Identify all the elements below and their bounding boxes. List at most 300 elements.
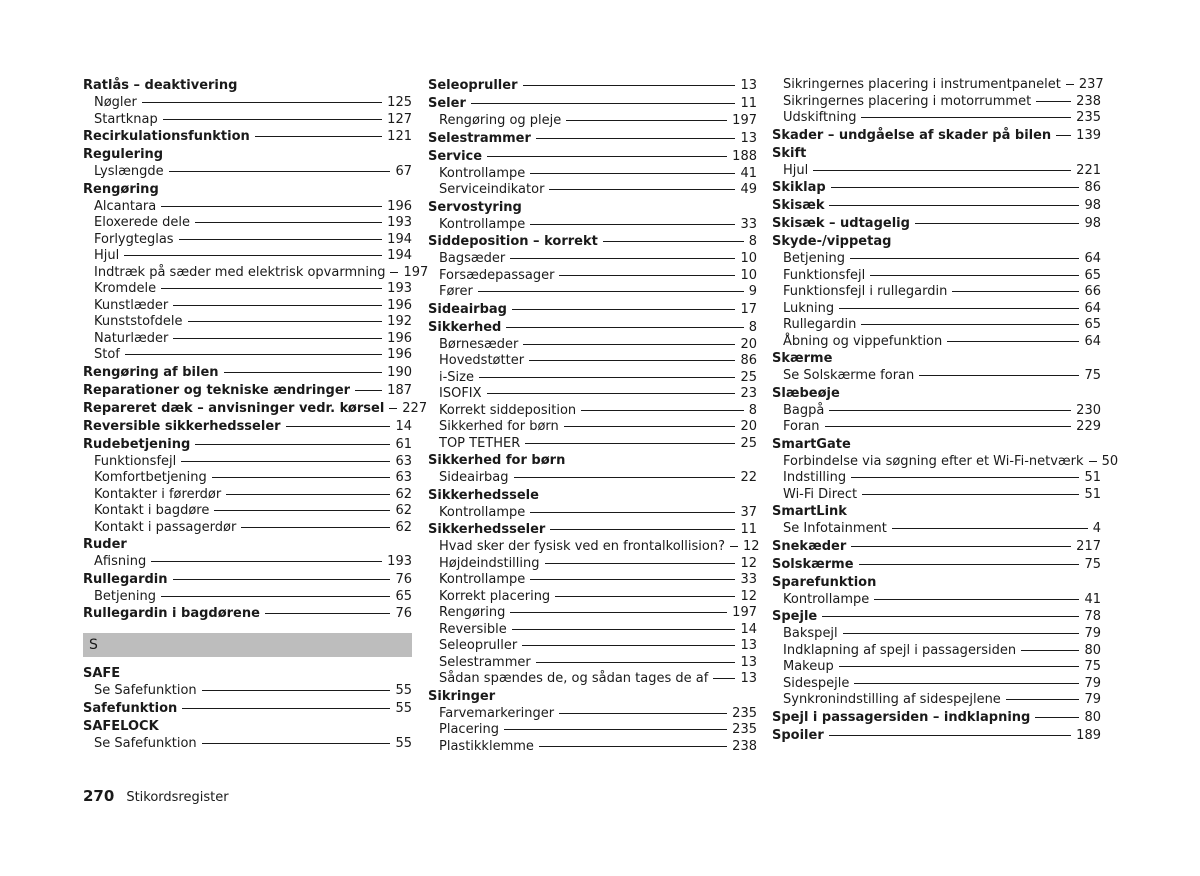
leader-line <box>125 354 382 355</box>
index-subentry <box>83 112 412 129</box>
entry-label: i-Size <box>439 369 474 385</box>
index-subentry <box>772 94 1101 111</box>
index-entry <box>772 727 1101 745</box>
index-subentry <box>428 403 757 420</box>
leader-line <box>471 103 736 104</box>
index-entry <box>428 233 757 251</box>
page-ref: 230 <box>1076 402 1101 418</box>
page-ref: 64 <box>1084 251 1101 266</box>
entry-label: Korrekt placering <box>439 588 551 604</box>
index-entry <box>772 127 1101 145</box>
entry-label: Reversible sikkerhedsseler <box>83 418 281 434</box>
page-ref: 189 <box>1076 727 1101 743</box>
page-ref: 23 <box>740 386 757 401</box>
entry-label: Hovedstøtter <box>439 353 525 368</box>
entry-label: Hjul <box>783 162 809 178</box>
index-subentry <box>772 626 1101 643</box>
index-subentry <box>428 436 757 453</box>
index-entry <box>83 605 412 623</box>
index-subentry <box>428 386 757 403</box>
leader-line <box>522 645 735 646</box>
leader-line <box>389 408 397 409</box>
page-footer <box>83 787 229 805</box>
index-subentry <box>83 314 412 331</box>
leader-line <box>861 117 1071 118</box>
entry-label: Kontakt i passagerdør <box>94 519 237 535</box>
index-entry <box>772 538 1101 556</box>
index-subentry <box>83 503 412 520</box>
leader-line <box>241 527 390 528</box>
entry-label: Betjening <box>94 588 156 604</box>
entry-label: Bagpå <box>783 402 825 418</box>
leader-line <box>861 324 1079 325</box>
page-ref: 86 <box>740 353 757 368</box>
leader-line <box>525 443 735 444</box>
page-ref: 14 <box>740 621 757 637</box>
entry-label: Funktionsfejl <box>783 267 866 283</box>
index-subentry <box>83 454 412 471</box>
page-ref: 62 <box>395 503 412 518</box>
page-ref: 50 <box>1101 453 1119 469</box>
index-subentry <box>772 77 1104 94</box>
page-ref: 79 <box>1084 692 1101 707</box>
entry-label: Skisæk <box>772 198 825 213</box>
index-subentry <box>83 347 412 364</box>
leader-line <box>487 156 727 157</box>
entry-label: Indtræk på sæder med elektrisk opvarmning <box>94 264 386 280</box>
leader-line <box>512 309 735 310</box>
index-entry <box>772 608 1101 626</box>
page-ref: 229 <box>1076 419 1101 434</box>
page-ref: 238 <box>1076 93 1101 109</box>
index-subentry <box>428 671 757 688</box>
page-ref: 55 <box>395 735 412 751</box>
index-subentry <box>772 453 1119 471</box>
page-ref: 14 <box>395 418 412 434</box>
leader-line <box>839 308 1079 309</box>
page-ref: 37 <box>740 504 757 520</box>
leader-line <box>850 258 1079 259</box>
page-ref: 66 <box>1084 284 1101 299</box>
index-subentry <box>83 589 412 606</box>
leader-line <box>286 426 391 427</box>
index-subentry <box>428 370 757 387</box>
index-subentry <box>428 722 757 739</box>
index-entry <box>772 215 1101 233</box>
index-subentry <box>772 251 1101 268</box>
index-subentry <box>428 622 757 639</box>
page-ref: 238 <box>732 738 757 754</box>
page-ref: 193 <box>387 215 412 230</box>
leader-line <box>859 564 1080 565</box>
leader-line <box>504 729 727 730</box>
leader-line <box>829 410 1071 411</box>
page-ref: 13 <box>740 78 757 93</box>
index-heading: Servostyring <box>428 199 522 215</box>
index-subentry <box>83 298 412 315</box>
page-ref: 86 <box>1084 180 1101 195</box>
page-ref: 65 <box>395 588 412 604</box>
leader-line <box>214 510 390 511</box>
entry-label: Spejle <box>772 609 818 624</box>
index-heading: Skyde-/vippetag <box>772 234 892 249</box>
entry-label: Repareret dæk – anvisninger vedr. kørsel <box>83 400 385 416</box>
entry-label: Makeup <box>783 659 834 674</box>
index-entry <box>428 130 757 148</box>
leader-line <box>831 187 1080 188</box>
leader-line <box>255 136 382 137</box>
leader-line <box>514 477 736 478</box>
entry-label: Betjening <box>783 251 845 266</box>
leader-line <box>529 360 735 361</box>
index-subentry <box>772 521 1101 538</box>
index-subentry <box>428 337 757 354</box>
page-ref: 80 <box>1084 642 1101 658</box>
leader-line <box>854 683 1079 684</box>
leader-line <box>142 102 382 103</box>
index-subentry <box>772 487 1101 504</box>
page-ref: 65 <box>1084 317 1101 332</box>
page-ref: 188 <box>732 148 757 164</box>
leader-line <box>478 291 744 292</box>
entry-label: Kunstlæder <box>94 297 169 313</box>
leader-line <box>226 494 390 495</box>
page-ref: 197 <box>403 264 429 280</box>
index-heading: Sikringer <box>428 688 496 704</box>
entry-label: Hvad sker der fysisk ved en frontalkollision? <box>439 539 725 554</box>
page-ref: 55 <box>395 700 412 716</box>
leader-line <box>536 138 736 139</box>
leader-line <box>195 222 382 223</box>
entry-label: Seleopruller <box>439 638 518 653</box>
leader-line <box>1089 461 1097 462</box>
leader-line <box>952 291 1079 292</box>
index-subentry <box>83 164 412 181</box>
leader-line <box>947 341 1079 342</box>
page-ref: 196 <box>387 297 412 313</box>
leader-line <box>730 546 738 547</box>
index-subentry <box>83 331 412 348</box>
leader-line <box>919 375 1079 376</box>
index-entry <box>83 571 412 589</box>
leader-line <box>523 85 736 86</box>
letter-heading: S <box>83 633 412 657</box>
index-subentry <box>428 166 757 183</box>
entry-label: Højdeindstilling <box>439 555 540 571</box>
leader-line <box>163 119 382 120</box>
leader-line <box>1066 84 1074 85</box>
leader-line <box>555 596 735 597</box>
entry-label: Forsædepassager <box>439 267 555 283</box>
page-ref: 62 <box>395 486 412 502</box>
index-entry <box>83 400 428 418</box>
entry-label: Reparationer og tekniske ændringer <box>83 382 351 398</box>
leader-line <box>151 561 382 562</box>
leader-line <box>829 735 1071 736</box>
leader-line <box>124 255 382 256</box>
leader-line <box>479 377 735 378</box>
page-ref: 41 <box>740 165 757 181</box>
index-subentry <box>83 95 412 112</box>
index-heading: SmartGate <box>772 436 851 452</box>
leader-line <box>581 410 744 411</box>
entry-label: Sikringernes placering i motorrummet <box>783 93 1032 109</box>
leader-line <box>713 678 735 679</box>
leader-line <box>1021 650 1079 651</box>
leader-line <box>915 223 1080 224</box>
entry-label: Kontakt i bagdøre <box>94 503 210 518</box>
leader-line <box>874 599 1079 600</box>
leader-line <box>550 529 735 530</box>
page-ref: 80 <box>1084 709 1101 725</box>
page-ref: 61 <box>395 436 412 452</box>
index-subentry <box>83 232 412 249</box>
index-subentry <box>428 284 757 301</box>
leader-line <box>181 461 390 462</box>
leader-line <box>566 120 727 121</box>
leader-line <box>870 275 1079 276</box>
entry-label: Bagsæder <box>439 251 506 266</box>
page-ref: 75 <box>1084 659 1101 674</box>
page-ref: 235 <box>732 705 757 721</box>
entry-label: Hjul <box>94 248 120 263</box>
page-ref: 98 <box>1084 216 1101 231</box>
page-ref: 67 <box>395 164 412 179</box>
index-entry <box>83 700 412 718</box>
page-ref: 11 <box>740 522 757 537</box>
leader-line <box>182 708 390 709</box>
entry-label: Lukning <box>783 300 835 316</box>
entry-label: Foran <box>783 419 820 434</box>
leader-line <box>355 390 382 391</box>
page-ref: 197 <box>732 113 757 128</box>
leader-line <box>1006 699 1080 700</box>
page-ref: 12 <box>740 588 757 604</box>
leader-line <box>603 241 744 242</box>
entry-label: Forbindelse via søgning efter et Wi-Fi-netværk <box>783 453 1084 469</box>
leader-line <box>173 579 391 580</box>
page-ref: 190 <box>387 364 412 380</box>
entry-label: Plastikklemme <box>439 738 534 754</box>
leader-line <box>862 494 1079 495</box>
entry-label: Sideairbag <box>439 470 509 485</box>
entry-label: Recirkulationsfunktion <box>83 129 250 144</box>
leader-line <box>510 612 727 613</box>
index-entry <box>83 418 412 436</box>
entry-label: Rudebetjening <box>83 436 191 452</box>
page-ref: 8 <box>748 319 757 335</box>
index-subentry <box>772 592 1101 609</box>
index-entry <box>772 709 1101 727</box>
index-subentry <box>772 676 1101 693</box>
index-subentry <box>83 248 412 265</box>
index-subentry <box>83 199 412 216</box>
entry-label: Rullegardin <box>83 571 168 587</box>
page-ref: 78 <box>1084 609 1101 624</box>
page-ref: 13 <box>740 638 757 653</box>
page-ref: 79 <box>1084 675 1101 691</box>
page-ref: 13 <box>740 654 757 670</box>
index-subentry <box>428 505 757 522</box>
leader-line <box>265 613 391 614</box>
index-heading: Rengøring <box>83 181 159 197</box>
page-ref: 221 <box>1076 162 1101 178</box>
entry-label: Bakspejl <box>783 626 838 641</box>
index-subentry <box>428 605 757 622</box>
entry-label: Komfortbetjening <box>94 470 207 485</box>
entry-label: Børnesæder <box>439 336 519 352</box>
index-subentry <box>428 572 757 589</box>
leader-line <box>530 512 735 513</box>
index-subentry <box>772 643 1101 660</box>
entry-label: Sikringernes placering i instrumentpanelet <box>783 77 1061 92</box>
entry-label: Rengøring og pleje <box>439 113 562 128</box>
page-ref: 194 <box>387 248 412 263</box>
page-ref: 20 <box>740 336 757 352</box>
page-ref: 12 <box>740 555 757 571</box>
page-ref: 51 <box>1084 470 1101 485</box>
page-ref: 63 <box>395 453 412 469</box>
leader-line <box>202 690 391 691</box>
entry-label: Afisning <box>94 554 147 569</box>
index-subentry <box>428 217 757 234</box>
page-ref: 25 <box>740 369 757 385</box>
page-ref: 12 <box>743 539 760 554</box>
entry-label: Seleopruller <box>428 78 518 93</box>
page-ref: 79 <box>1084 626 1101 641</box>
index-column-1 <box>83 77 429 752</box>
entry-label: Sikkerhed for børn <box>439 419 559 434</box>
index-subentry <box>772 110 1101 127</box>
leader-line <box>559 713 727 714</box>
index-heading: Skærme <box>772 351 833 366</box>
entry-label: Sikkerhed <box>428 319 502 335</box>
page-ref: 13 <box>740 130 757 146</box>
entry-label: Spoiler <box>772 727 824 743</box>
entry-label: Kontrollampe <box>439 216 526 232</box>
entry-label: Skisæk – udtagelig <box>772 216 910 231</box>
entry-label: Stof <box>94 347 120 362</box>
leader-line <box>825 426 1072 427</box>
index-subentry <box>428 419 757 436</box>
page-ref: 196 <box>387 198 412 214</box>
entry-label: Placering <box>439 722 500 737</box>
page-ref: 55 <box>395 683 412 698</box>
entry-label: Se Solskærme foran <box>783 368 915 383</box>
index-column-3 <box>772 77 1119 745</box>
page-ref: 227 <box>402 400 428 416</box>
page-ref: 62 <box>395 519 412 535</box>
entry-label: Safefunktion <box>83 700 178 716</box>
index-heading: SAFE <box>83 666 121 681</box>
index-subentry <box>772 268 1101 285</box>
index-subentry <box>772 301 1101 318</box>
entry-label: Naturlæder <box>94 330 169 346</box>
leader-line <box>843 633 1080 634</box>
entry-label: Reversible <box>439 621 507 637</box>
entry-label: Service <box>428 148 483 164</box>
page-ref: 75 <box>1084 556 1101 572</box>
index-subentry <box>83 520 412 537</box>
leader-line <box>202 743 391 744</box>
leader-line <box>188 321 383 322</box>
entry-label: Serviceindikator <box>439 182 545 197</box>
entry-label: Indklapning af spejl i passagersiden <box>783 642 1017 658</box>
index-subentry <box>428 706 757 723</box>
index-subentry <box>428 113 757 130</box>
page-ref: 10 <box>740 267 757 283</box>
leader-line <box>539 746 727 747</box>
page-ref: 64 <box>1084 333 1101 349</box>
leader-line <box>1056 135 1071 136</box>
leader-line <box>173 338 382 339</box>
index-subentry <box>428 251 757 268</box>
index-subentry <box>772 470 1101 487</box>
index-subentry <box>83 264 429 282</box>
index-subentry <box>83 683 412 700</box>
page-ref: 17 <box>740 301 757 317</box>
leader-line <box>829 205 1079 206</box>
leader-line <box>224 372 383 373</box>
entry-label: Funktionsfejl i rullegardin <box>783 284 948 299</box>
page-ref: 41 <box>1084 591 1101 607</box>
entry-label: Kontrollampe <box>439 504 526 520</box>
index-subentry <box>428 739 757 756</box>
page-ref: 51 <box>1084 486 1101 502</box>
index-entry <box>772 179 1101 197</box>
index-subentry <box>428 638 757 655</box>
entry-label: Kontrollampe <box>783 591 870 607</box>
index-entry <box>428 95 757 113</box>
entry-label: Rengøring af bilen <box>83 364 219 380</box>
index-subentry <box>772 284 1101 301</box>
leader-line <box>851 546 1071 547</box>
page-ref: 63 <box>395 470 412 485</box>
index-subentry <box>428 556 757 573</box>
page-ref: 237 <box>1078 77 1104 92</box>
entry-label: Synkronindstilling af sidespejlene <box>783 692 1001 707</box>
page-ref: 196 <box>387 347 412 362</box>
leader-line <box>549 189 735 190</box>
leader-line <box>173 305 382 306</box>
index-subentry <box>428 470 757 487</box>
entry-label: Snekæder <box>772 538 847 554</box>
index-subentry <box>83 470 412 487</box>
index-heading: Sparefunktion <box>772 574 877 590</box>
index-entry <box>83 128 412 146</box>
leader-line <box>510 258 735 259</box>
section-title: Stikordsregister <box>126 790 229 805</box>
leader-line <box>179 239 383 240</box>
page-ref: 33 <box>740 572 757 587</box>
leader-line <box>564 426 736 427</box>
index-subentry <box>428 268 757 285</box>
index-entry <box>428 301 757 319</box>
page-ref: 4 <box>1092 521 1101 536</box>
page-ref: 127 <box>387 111 412 127</box>
entry-label: Kontakter i førerdør <box>94 486 222 502</box>
entry-label: Kunststofdele <box>94 314 183 329</box>
page-ref: 194 <box>387 231 412 247</box>
entry-label: Sidespejle <box>783 675 850 691</box>
index-heading: Ruder <box>83 537 127 552</box>
page-ref: 125 <box>387 95 412 110</box>
entry-label: Eloxerede dele <box>94 215 190 230</box>
leader-line <box>1035 717 1079 718</box>
page-ref: 20 <box>740 419 757 434</box>
page-ref: 76 <box>395 571 412 587</box>
entry-label: Fører <box>439 284 473 299</box>
